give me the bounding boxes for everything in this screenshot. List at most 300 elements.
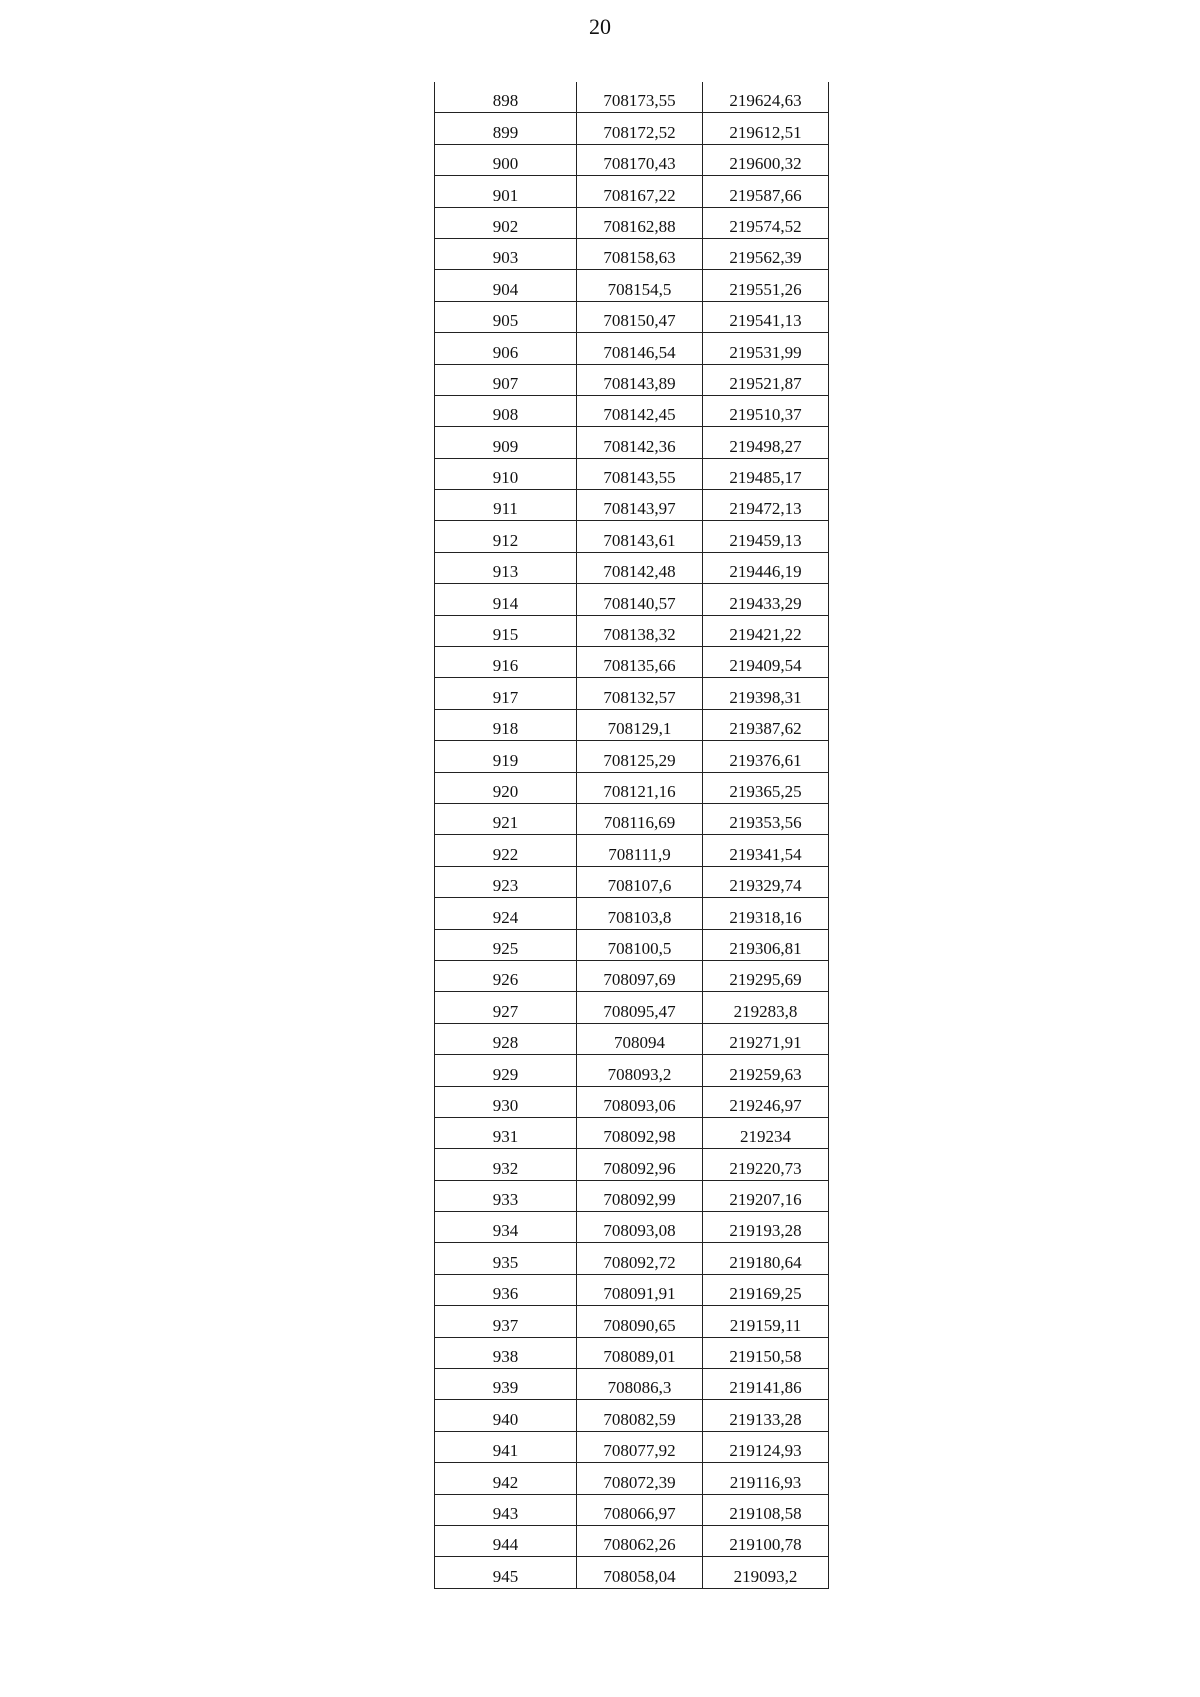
point-number-cell: [435, 113, 577, 144]
y-coordinate-cell-text: 219365,25: [729, 781, 802, 801]
point-number-cell-text: 926: [492, 970, 519, 990]
x-coordinate-cell: [577, 803, 703, 834]
x-coordinate-cell-text: 708092,99: [603, 1190, 676, 1210]
x-coordinate-cell-text: 708162,88: [603, 216, 676, 236]
x-coordinate-cell: [577, 992, 703, 1023]
point-number-cell: [435, 1243, 577, 1274]
y-coordinate-cell: [703, 333, 829, 364]
x-coordinate-cell-text: 708092,72: [603, 1252, 676, 1272]
y-coordinate-cell: [703, 615, 829, 646]
point-number-cell: [435, 866, 577, 897]
x-coordinate-cell: [577, 1180, 703, 1211]
table-row: [435, 647, 829, 678]
x-coordinate-cell: [577, 395, 703, 426]
x-coordinate-cell: [577, 1557, 703, 1588]
x-coordinate-cell-text: 708138,32: [603, 625, 676, 645]
x-coordinate-cell-text: 708154,5: [607, 279, 672, 299]
point-number-cell: [435, 1212, 577, 1243]
y-coordinate-cell: [703, 144, 829, 175]
x-coordinate-cell: [577, 458, 703, 489]
table-row: [435, 427, 829, 458]
y-coordinate-cell: [703, 270, 829, 301]
x-coordinate-cell: [577, 238, 703, 269]
table-row: [435, 1494, 829, 1525]
point-number-cell-text: 922: [492, 844, 519, 864]
point-number-cell-text: 944: [492, 1535, 519, 1555]
table-row: [435, 1243, 829, 1274]
x-coordinate-cell: [577, 82, 703, 113]
x-coordinate-cell: [577, 1117, 703, 1148]
table-row: [435, 176, 829, 207]
y-coordinate-cell: [703, 1055, 829, 1086]
table-row: [435, 458, 829, 489]
x-coordinate-cell: [577, 1463, 703, 1494]
y-coordinate-cell: [703, 176, 829, 207]
point-number-cell-text: 908: [492, 405, 519, 425]
point-number-cell-text: 921: [492, 813, 519, 833]
x-coordinate-cell: [577, 176, 703, 207]
point-number-cell-text: 925: [492, 938, 519, 958]
x-coordinate-cell-text: 708173,55: [603, 91, 676, 111]
point-number-cell: [435, 709, 577, 740]
y-coordinate-cell-text: 219387,62: [729, 719, 802, 739]
point-number-cell-text: 899: [492, 122, 519, 142]
y-coordinate-cell: [703, 364, 829, 395]
x-coordinate-cell: [577, 835, 703, 866]
x-coordinate-cell-text: 708103,8: [607, 907, 672, 927]
y-coordinate-cell-text: 219318,16: [729, 907, 802, 927]
point-number-cell-text: 915: [492, 625, 519, 645]
table-row: [435, 144, 829, 175]
x-coordinate-cell: [577, 866, 703, 897]
table-row: [435, 552, 829, 583]
y-coordinate-cell-text: 219246,97: [729, 1095, 802, 1115]
point-number-cell-text: 910: [492, 468, 519, 488]
table-row: [435, 1274, 829, 1305]
x-coordinate-cell: [577, 647, 703, 678]
y-coordinate-cell-text: 219433,29: [729, 593, 802, 613]
point-number-cell: [435, 1274, 577, 1305]
point-number-cell-text: 914: [492, 593, 519, 613]
point-number-cell: [435, 1337, 577, 1368]
y-coordinate-cell-text: 219472,13: [729, 499, 802, 519]
x-coordinate-cell: [577, 584, 703, 615]
y-coordinate-cell-text: 219220,73: [729, 1158, 802, 1178]
x-coordinate-cell: [577, 552, 703, 583]
x-coordinate-cell: [577, 772, 703, 803]
point-number-cell: [435, 364, 577, 395]
x-coordinate-cell-text: 708172,52: [603, 122, 676, 142]
point-number-cell-text: 943: [492, 1503, 519, 1523]
table-row: [435, 960, 829, 991]
y-coordinate-cell-text: 219353,56: [729, 813, 802, 833]
point-number-cell: [435, 615, 577, 646]
point-number-cell-text: 937: [492, 1315, 519, 1335]
point-number-cell: [435, 1023, 577, 1054]
table-row: [435, 1369, 829, 1400]
table-row: [435, 1306, 829, 1337]
x-coordinate-cell: [577, 615, 703, 646]
point-number-cell: [435, 552, 577, 583]
y-coordinate-cell-text: 219541,13: [729, 311, 802, 331]
y-coordinate-cell-text: 219295,69: [729, 970, 802, 990]
y-coordinate-cell-text: 219624,63: [729, 91, 802, 111]
x-coordinate-cell-text: 708089,01: [603, 1347, 676, 1367]
x-coordinate-cell: [577, 1400, 703, 1431]
point-number-cell: [435, 82, 577, 113]
point-number-cell: [435, 1086, 577, 1117]
point-number-cell-text: 936: [492, 1284, 519, 1304]
point-number-cell: [435, 741, 577, 772]
y-coordinate-cell: [703, 427, 829, 458]
x-coordinate-cell: [577, 364, 703, 395]
y-coordinate-cell-text: 219521,87: [729, 373, 802, 393]
y-coordinate-cell: [703, 1212, 829, 1243]
point-number-cell: [435, 960, 577, 991]
point-number-cell-text: 911: [493, 499, 518, 519]
table-row: [435, 207, 829, 238]
point-number-cell: [435, 1117, 577, 1148]
x-coordinate-cell-text: 708158,63: [603, 248, 676, 268]
table-row: [435, 333, 829, 364]
point-number-cell-text: 904: [492, 279, 519, 299]
x-coordinate-cell: [577, 521, 703, 552]
table-row: [435, 364, 829, 395]
table-row: [435, 1337, 829, 1368]
x-coordinate-cell: [577, 741, 703, 772]
point-number-cell-text: 900: [492, 154, 519, 174]
point-number-cell: [435, 584, 577, 615]
point-number-cell: [435, 238, 577, 269]
point-number-cell-text: 920: [492, 781, 519, 801]
point-number-cell: [435, 395, 577, 426]
y-coordinate-cell-text: 219100,78: [729, 1535, 802, 1555]
x-coordinate-cell-text: 708082,59: [603, 1409, 676, 1429]
table-row: [435, 113, 829, 144]
y-coordinate-cell: [703, 1306, 829, 1337]
x-coordinate-cell: [577, 1149, 703, 1180]
point-number-cell-text: 942: [492, 1472, 519, 1492]
point-number-cell-text: 919: [492, 750, 519, 770]
point-number-cell: [435, 678, 577, 709]
point-number-cell: [435, 458, 577, 489]
y-coordinate-cell-text: 219124,93: [729, 1441, 802, 1461]
y-coordinate-cell: [703, 898, 829, 929]
y-coordinate-cell: [703, 207, 829, 238]
table-row: [435, 709, 829, 740]
coordinates-table-body: [435, 82, 829, 1588]
point-number-cell-text: 933: [492, 1190, 519, 1210]
x-coordinate-cell-text: 708086,3: [607, 1378, 672, 1398]
y-coordinate-cell: [703, 835, 829, 866]
y-coordinate-cell-text: 219234: [740, 1127, 791, 1147]
point-number-cell-text: 940: [492, 1409, 519, 1429]
table-row: [435, 1400, 829, 1431]
y-coordinate-cell: [703, 1180, 829, 1211]
point-number-cell-text: 939: [492, 1378, 519, 1398]
y-coordinate-cell: [703, 1149, 829, 1180]
y-coordinate-cell: [703, 992, 829, 1023]
x-coordinate-cell: [577, 1086, 703, 1117]
point-number-cell-text: 924: [492, 907, 519, 927]
table-row: [435, 615, 829, 646]
x-coordinate-cell: [577, 1274, 703, 1305]
y-coordinate-cell: [703, 1117, 829, 1148]
point-number-cell-text: 912: [492, 530, 519, 550]
x-coordinate-cell: [577, 709, 703, 740]
y-coordinate-cell: [703, 929, 829, 960]
x-coordinate-cell: [577, 1494, 703, 1525]
page-number: 20: [589, 14, 611, 39]
table-row: [435, 678, 829, 709]
point-number-cell-text: 935: [492, 1252, 519, 1272]
x-coordinate-cell-text: 708095,47: [603, 1001, 676, 1021]
table-row: [435, 395, 829, 426]
x-coordinate-cell: [577, 113, 703, 144]
point-number-cell-text: 929: [492, 1064, 519, 1084]
x-coordinate-cell: [577, 1525, 703, 1556]
x-coordinate-cell-text: 708097,69: [603, 970, 676, 990]
point-number-cell: [435, 1149, 577, 1180]
y-coordinate-cell-text: 219600,32: [729, 154, 802, 174]
y-coordinate-cell-text: 219485,17: [729, 468, 802, 488]
x-coordinate-cell-text: 708062,26: [603, 1535, 676, 1555]
x-coordinate-cell-text: 708129,1: [607, 719, 672, 739]
point-number-cell: [435, 992, 577, 1023]
point-number-cell: [435, 647, 577, 678]
y-coordinate-cell-text: 219306,81: [729, 938, 802, 958]
x-coordinate-cell-text: 708142,48: [603, 562, 676, 582]
point-number-cell: [435, 333, 577, 364]
point-number-cell-text: 905: [492, 311, 519, 331]
x-coordinate-cell: [577, 270, 703, 301]
y-coordinate-cell: [703, 741, 829, 772]
y-coordinate-cell: [703, 1557, 829, 1588]
point-number-cell-text: 898: [492, 91, 519, 111]
x-coordinate-cell-text: 708146,54: [603, 342, 676, 362]
table-row: [435, 1557, 829, 1588]
table-row: [435, 270, 829, 301]
point-number-cell: [435, 898, 577, 929]
y-coordinate-cell-text: 219398,31: [729, 687, 802, 707]
y-coordinate-cell: [703, 395, 829, 426]
table-row: [435, 772, 829, 803]
point-number-cell: [435, 1180, 577, 1211]
table-row: [435, 929, 829, 960]
x-coordinate-cell-text: 708093,2: [607, 1064, 672, 1084]
y-coordinate-cell: [703, 709, 829, 740]
y-coordinate-cell-text: 219150,58: [729, 1347, 802, 1367]
point-number-cell: [435, 929, 577, 960]
point-number-cell: [435, 490, 577, 521]
point-number-cell: [435, 1494, 577, 1525]
table-row: [435, 1023, 829, 1054]
table-row: [435, 1180, 829, 1211]
x-coordinate-cell: [577, 1431, 703, 1462]
y-coordinate-cell-text: 219159,11: [729, 1315, 802, 1335]
x-coordinate-cell: [577, 929, 703, 960]
y-coordinate-cell-text: 219421,22: [729, 625, 802, 645]
y-coordinate-cell: [703, 1463, 829, 1494]
y-coordinate-cell-text: 219271,91: [729, 1033, 802, 1053]
x-coordinate-cell-text: 708100,5: [607, 938, 672, 958]
y-coordinate-cell-text: 219587,66: [729, 185, 802, 205]
x-coordinate-cell-text: 708090,65: [603, 1315, 676, 1335]
x-coordinate-cell-text: 708058,04: [603, 1566, 676, 1586]
point-number-cell-text: 906: [492, 342, 519, 362]
x-coordinate-cell-text: 708091,91: [603, 1284, 676, 1304]
point-number-cell-text: 931: [492, 1127, 519, 1147]
y-coordinate-cell: [703, 1243, 829, 1274]
table-row: [435, 82, 829, 113]
table-row: [435, 521, 829, 552]
x-coordinate-cell-text: 708143,55: [603, 468, 676, 488]
y-coordinate-cell: [703, 113, 829, 144]
table-row: [435, 490, 829, 521]
point-number-cell: [435, 1557, 577, 1588]
table-row: [435, 835, 829, 866]
point-number-cell-text: 901: [492, 185, 519, 205]
x-coordinate-cell-text: 708140,57: [603, 593, 676, 613]
point-number-cell: [435, 427, 577, 458]
y-coordinate-cell-text: 219612,51: [729, 122, 802, 142]
point-number-cell-text: 917: [492, 687, 519, 707]
y-coordinate-cell: [703, 521, 829, 552]
coordinates-table: [434, 82, 829, 1589]
x-coordinate-cell-text: 708121,16: [603, 781, 676, 801]
y-coordinate-cell: [703, 1494, 829, 1525]
y-coordinate-cell: [703, 1274, 829, 1305]
point-number-cell: [435, 176, 577, 207]
x-coordinate-cell-text: 708111,9: [608, 844, 671, 864]
y-coordinate-cell-text: 219562,39: [729, 248, 802, 268]
x-coordinate-cell-text: 708093,08: [603, 1221, 676, 1241]
x-coordinate-cell-text: 708093,06: [603, 1095, 676, 1115]
table-row: [435, 1212, 829, 1243]
point-number-cell-text: 932: [492, 1158, 519, 1178]
point-number-cell-text: 918: [492, 719, 519, 739]
point-number-cell: [435, 1369, 577, 1400]
x-coordinate-cell: [577, 207, 703, 238]
point-number-cell: [435, 301, 577, 332]
point-number-cell: [435, 270, 577, 301]
y-coordinate-cell: [703, 803, 829, 834]
table-row: [435, 898, 829, 929]
table-row: [435, 992, 829, 1023]
y-coordinate-cell-text: 219141,86: [729, 1378, 802, 1398]
table-row: [435, 866, 829, 897]
x-coordinate-cell: [577, 1023, 703, 1054]
y-coordinate-cell-text: 219531,99: [729, 342, 802, 362]
point-number-cell: [435, 144, 577, 175]
y-coordinate-cell: [703, 647, 829, 678]
y-coordinate-cell: [703, 866, 829, 897]
y-coordinate-cell-text: 219376,61: [729, 750, 802, 770]
table-row: [435, 1086, 829, 1117]
point-number-cell: [435, 1463, 577, 1494]
y-coordinate-cell: [703, 1525, 829, 1556]
point-number-cell-text: 903: [492, 248, 519, 268]
y-coordinate-cell: [703, 1369, 829, 1400]
y-coordinate-cell-text: 219207,16: [729, 1190, 802, 1210]
y-coordinate-cell-text: 219169,25: [729, 1284, 802, 1304]
y-coordinate-cell-text: 219093,2: [733, 1566, 798, 1586]
y-coordinate-cell-text: 219510,37: [729, 405, 802, 425]
table-row: [435, 741, 829, 772]
point-number-cell-text: 916: [492, 656, 519, 676]
y-coordinate-cell-text: 219180,64: [729, 1252, 802, 1272]
x-coordinate-cell: [577, 1212, 703, 1243]
y-coordinate-cell-text: 219551,26: [729, 279, 802, 299]
y-coordinate-cell-text: 219133,28: [729, 1409, 802, 1429]
y-coordinate-cell: [703, 678, 829, 709]
point-number-cell-text: 945: [492, 1566, 519, 1586]
y-coordinate-cell-text: 219329,74: [729, 876, 802, 896]
table-row: [435, 803, 829, 834]
y-coordinate-cell: [703, 1023, 829, 1054]
x-coordinate-cell: [577, 1306, 703, 1337]
y-coordinate-cell: [703, 1086, 829, 1117]
y-coordinate-cell-text: 219341,54: [729, 844, 802, 864]
point-number-cell: [435, 521, 577, 552]
table-row: [435, 1463, 829, 1494]
point-number-cell-text: 909: [492, 436, 519, 456]
x-coordinate-cell: [577, 898, 703, 929]
y-coordinate-cell: [703, 490, 829, 521]
point-number-cell-text: 913: [492, 562, 519, 582]
y-coordinate-cell-text: 219459,13: [729, 530, 802, 550]
y-coordinate-cell-text: 219574,52: [729, 216, 802, 236]
x-coordinate-cell-text: 708066,97: [603, 1503, 676, 1523]
x-coordinate-cell: [577, 427, 703, 458]
y-coordinate-cell: [703, 584, 829, 615]
point-number-cell: [435, 803, 577, 834]
point-number-cell-text: 923: [492, 876, 519, 896]
y-coordinate-cell-text: 219283,8: [733, 1001, 798, 1021]
x-coordinate-cell-text: 708167,22: [603, 185, 676, 205]
x-coordinate-cell-text: 708170,43: [603, 154, 676, 174]
x-coordinate-cell-text: 708142,45: [603, 405, 676, 425]
x-coordinate-cell-text: 708072,39: [603, 1472, 676, 1492]
point-number-cell: [435, 835, 577, 866]
x-coordinate-cell: [577, 1337, 703, 1368]
y-coordinate-cell: [703, 552, 829, 583]
x-coordinate-cell-text: 708150,47: [603, 311, 676, 331]
x-coordinate-cell-text: 708132,57: [603, 687, 676, 707]
point-number-cell: [435, 1306, 577, 1337]
x-coordinate-cell-text: 708135,66: [603, 656, 676, 676]
y-coordinate-cell-text: 219193,28: [729, 1221, 802, 1241]
y-coordinate-cell: [703, 458, 829, 489]
x-coordinate-cell: [577, 144, 703, 175]
table-row: [435, 584, 829, 615]
point-number-cell-text: 907: [492, 373, 519, 393]
x-coordinate-cell-text: 708125,29: [603, 750, 676, 770]
x-coordinate-cell: [577, 960, 703, 991]
point-number-cell: [435, 1431, 577, 1462]
point-number-cell-text: 938: [492, 1347, 519, 1367]
x-coordinate-cell-text: 708143,97: [603, 499, 676, 519]
point-number-cell: [435, 772, 577, 803]
table-row: [435, 1117, 829, 1148]
point-number-cell-text: 941: [492, 1441, 519, 1461]
table-row: [435, 1431, 829, 1462]
table-row: [435, 301, 829, 332]
y-coordinate-cell-text: 219259,63: [729, 1064, 802, 1084]
x-coordinate-cell-text: 708143,89: [603, 373, 676, 393]
point-number-cell: [435, 1400, 577, 1431]
table-row: [435, 1149, 829, 1180]
